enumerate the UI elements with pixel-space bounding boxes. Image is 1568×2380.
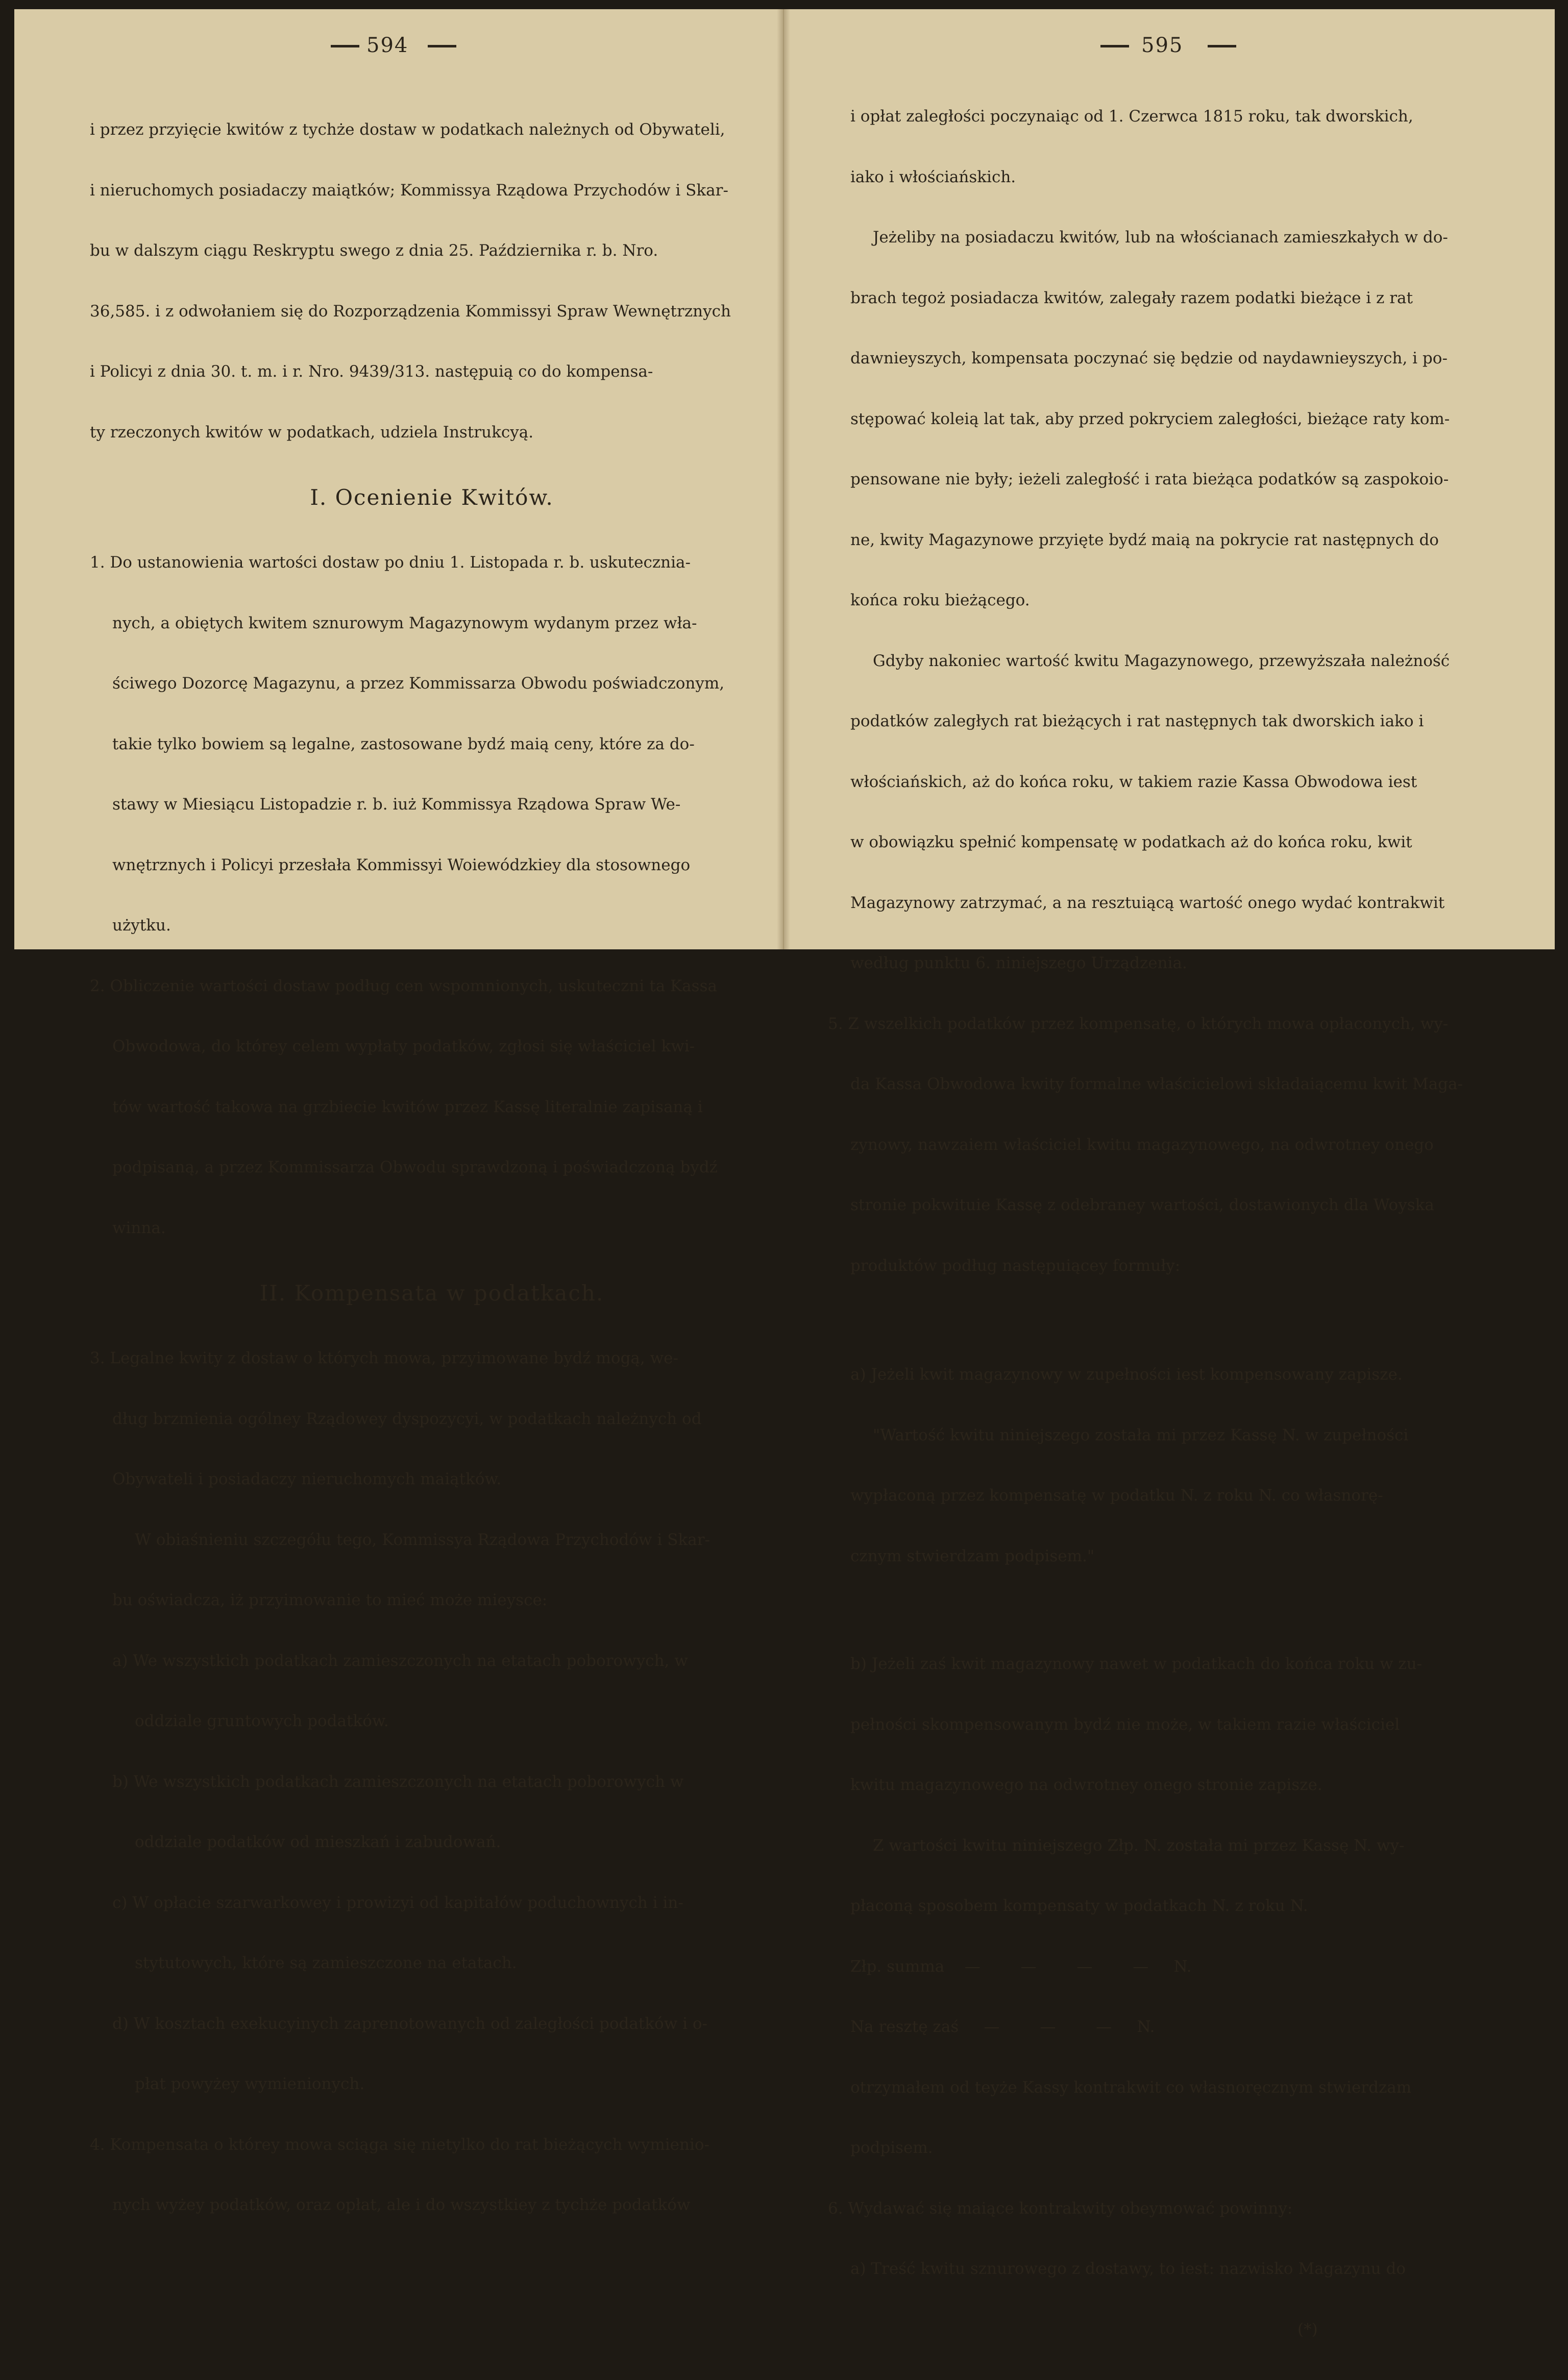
text-line: Jeżeliby na posiadaczu kwitów, lub na włościanach zamieszkałych w do-: [873, 228, 1448, 247]
text-line: Magazynowy zatrzymać, a na resztuiącą wartość onego wydać kontrakwit: [850, 893, 1445, 912]
page-number: 595: [1141, 34, 1184, 57]
text-line: stępować koleią lat tak, aby przed pokryciem zaległości, bieżące raty kom-: [850, 409, 1450, 428]
text-line: 2. Obliczenie wartości dostaw podług cen wspomnionych, uskuteczni ta Kassa: [90, 976, 717, 995]
left-page-text: [90, 80, 774, 2256]
text-line: c) W opłacie szarwarkowey i prowizyi od kapitałów poduchownych i in-: [112, 1893, 683, 1912]
text-line: otrzymałem od teyże Kassy kontrakwit co własnoręcznym stwierdzam: [850, 2078, 1412, 2097]
text-line: końca roku bieżącego.: [850, 591, 1030, 609]
text-line: ty rzeczonych kwitów w podatkach, udziela Instrukcyą.: [90, 423, 534, 441]
spacer: [828, 1607, 1463, 1614]
text-line: Złp. summa — — — — N.: [850, 1957, 1192, 1976]
left-page: [14, 9, 784, 2214]
text-line: bu w dalszym ciągu Reskryptu swego z dnia 25. Października r. b. Nro.: [90, 241, 658, 260]
right-page: [783, 9, 1555, 2339]
text-line: 5. Z wszelkich podatków przez kompensatę, o których mowa opłaconych, wy-: [828, 1014, 1449, 1033]
text-line: i przez przyięcie kwitów z tychże dostaw w podatkach należnych od Obywateli,: [90, 120, 725, 139]
page-number-dash: [1100, 45, 1129, 47]
text-line: włościańskich, aż do końca roku, w takiem razie Kassa Obwodowa iest: [850, 772, 1417, 791]
section-heading: I. Ocenienie Kwitów.: [310, 485, 554, 510]
text-line: 6. Wydawać się maiące kontrakwity obeymować powinny:: [828, 2199, 1293, 2218]
text-line: ściwego Dozorcę Magazynu, a przez Kommissarza Obwodu poświadczonym,: [112, 674, 725, 693]
text-line: Obwodowa, do którey celem wypłaty podatków, zgłosi się właściciel kwi-: [112, 1037, 695, 1056]
page-number-dash: [1208, 45, 1236, 47]
text-line: nych wyżey podatków, oraz opłat, ale i do wszystkiey z tychże podatków: [112, 2196, 691, 2214]
text-line: dawnieyszych, kompensata poczynać się będzie od naydawnieyszych, i po-: [850, 349, 1448, 367]
text-line: pensowane nie były; ieżeli zaległość i rata bieżąca podatków są zaspokoio-: [850, 470, 1449, 488]
text-line: wypłaconą przez kompensatę w podatku N. z roku N. co własnorę-: [850, 1486, 1383, 1505]
text-line: brach tegoż posiadacza kwitów, zalegały razem podatki bieżące i z rat: [850, 288, 1413, 307]
text-line: wnętrznych i Policyi przesłała Kommissyi Woiewódzkiey dla stosownego: [112, 855, 691, 874]
text-line: b) We wszystkich podatkach zamieszczonych na etatach poborowych w: [112, 1772, 684, 1791]
text-line: a) Treść kwitu sznurowego z dostawy, to iest: nazwisko Magazynu do: [850, 2260, 1406, 2278]
text-line: 4. Kompensata o którey mowa sciąga się nietylko do rat bieżących wymienio-: [90, 2135, 709, 2154]
text-line: użytku.: [112, 916, 171, 935]
page-number-dash: [428, 45, 456, 47]
text-line: ne, kwity Magazynowe przyięte bydź maią na pokrycie rat następnych do: [850, 530, 1439, 549]
section-heading: II. Kompensata w podatkach.: [259, 1281, 604, 1306]
text-line: Obywateli i posiadaczy nieruchomych maiątków.: [112, 1470, 502, 1488]
text-line: według punktu 6. niniejszego Urządzenia.: [850, 954, 1187, 972]
text-line: winna.: [112, 1218, 166, 1237]
text-line: Gdyby nakoniec wartość kwitu Magazynowego, przewyższała należność: [873, 651, 1450, 670]
text-line: Z wartości kwitu niniejszego Złp. N. została mi przez Kassę N. wy-: [873, 1836, 1405, 1855]
text-line: W obiaśnieniu szczegółu tego, Kommissya Rządowa Przychodów i Skar-: [135, 1530, 710, 1549]
text-line: płat powyżey wymienionych.: [135, 2075, 365, 2093]
text-line: stronie pokwituie Kassę z odebraney wartości, dostawionych dla Woyska: [850, 1196, 1434, 1214]
footnote-mark: (*): [1297, 2320, 1318, 2339]
page-number-dash: [331, 45, 359, 47]
text-line: cznym stwierdzam podpisem.": [850, 1547, 1095, 1565]
text-line: zynowy, nawzaiem właściciel kwitu magazynowego, na odwrotney onego: [850, 1135, 1434, 1154]
text-line: 1. Do ustanowienia wartości dostaw po dniu 1. Listopada r. b. uskutecznia-: [90, 553, 691, 572]
text-line: stawy w Miesiącu Listopadzie r. b. iuż Kommissya Rządowa Spraw We-: [112, 795, 681, 814]
text-line: 36,585. i z odwołaniem się do Rozporządzenia Kommissyi Spraw Wewnętrznych: [90, 302, 731, 321]
text-line: "Wartość kwitu niniejszego została mi przez Kassę N. w zupełności: [873, 1426, 1409, 1444]
text-line: dług brzmienia ogólney Rządowey dyspozycyi, w podatkach należnych od: [112, 1409, 702, 1428]
book-scan: [14, 9, 1554, 2339]
text-line: a) Jeżeli kwit magazynowy w zupełności iest kompensowany zapisze.: [850, 1365, 1403, 1384]
text-line: płaconą sposobem kompensaty w podatkach N. z roku N.: [850, 1897, 1308, 1915]
text-line: da Kassa Obwodowa kwity formalne właścicielowi składaiącemu kwit Maga-: [850, 1075, 1463, 1093]
text-line: kwitu magazynowego na odwrotney onego stronie zapisze.: [850, 1776, 1322, 1794]
text-line: b) Jeżeli zaś kwit magazynowy nawet w podatkach do końca roku w zu-: [850, 1655, 1423, 1673]
text-line: oddziale podatków od mieszkań i zabudowań.: [135, 1833, 501, 1851]
text-line: i opłat zaległości poczynaiąc od 1. Czerwca 1815 roku, tak dworskich,: [850, 107, 1413, 126]
text-line: bu oświadcza, iż przyimowanie to mieć może mieysce:: [112, 1591, 548, 1609]
book-gutter: [777, 9, 790, 949]
text-line: podpisaną, a przez Kommissarza Obwodu sprawdzoną i poświadczoną bydź: [112, 1158, 718, 1176]
text-line: nych, a obiętych kwitem sznurowym Magazynowym wydanym przez wła-: [112, 614, 697, 632]
text-line: takie tylko bowiem są legalne, zastosowane bydź maią ceny, które za do-: [112, 734, 695, 753]
text-line: podpisem.: [850, 2139, 933, 2157]
text-line: 3. Legalne kwity z dostaw o których mowa, przyimowane bydź mogą, we-: [90, 1349, 678, 1367]
text-line: oddziale gruntowych podatków.: [135, 1712, 389, 1730]
text-line: tów wartość takowa na grzbiecie kwitów przez Kassę literalnie zapisaną i: [112, 1097, 703, 1116]
text-line: podatków zaległych rat bieżących i rat następnych tak dworskich iako i: [850, 712, 1424, 730]
text-line: produktów podług następuiącey formuły:: [850, 1256, 1181, 1275]
text-line: Na resztę zaś — — — N.: [850, 2018, 1155, 2036]
text-line: w obowiązku spełnić kompensatę w podatkach aż do końca roku, kwit: [850, 833, 1412, 851]
text-line: i Policyi z dnia 30. t. m. i r. Nro. 9439/313. następuią co do kompensa-: [90, 362, 653, 381]
text-line: a) We wszystkich podatkach zamieszczonych na etatach poborowych, w: [112, 1651, 688, 1670]
text-line: i nieruchomych posiadaczy maiątków; Kommissya Rządowa Przychodów i Skar-: [90, 181, 728, 200]
text-line: iako i włościańskich.: [850, 167, 1016, 186]
page-number: 594: [366, 34, 409, 57]
text-line: stytutowych, które są zamieszczone na etatach.: [135, 1954, 517, 1972]
text-line: d) W kosztach exekucyinych zaprenotowanych od zaległości podatków i o-: [112, 2014, 708, 2033]
spacer: [828, 1316, 1463, 1324]
right-page-text: [828, 66, 1463, 2380]
text-line: pełności skompensowanym bydź nie może, w takiem razie właściciel: [850, 1715, 1400, 1734]
